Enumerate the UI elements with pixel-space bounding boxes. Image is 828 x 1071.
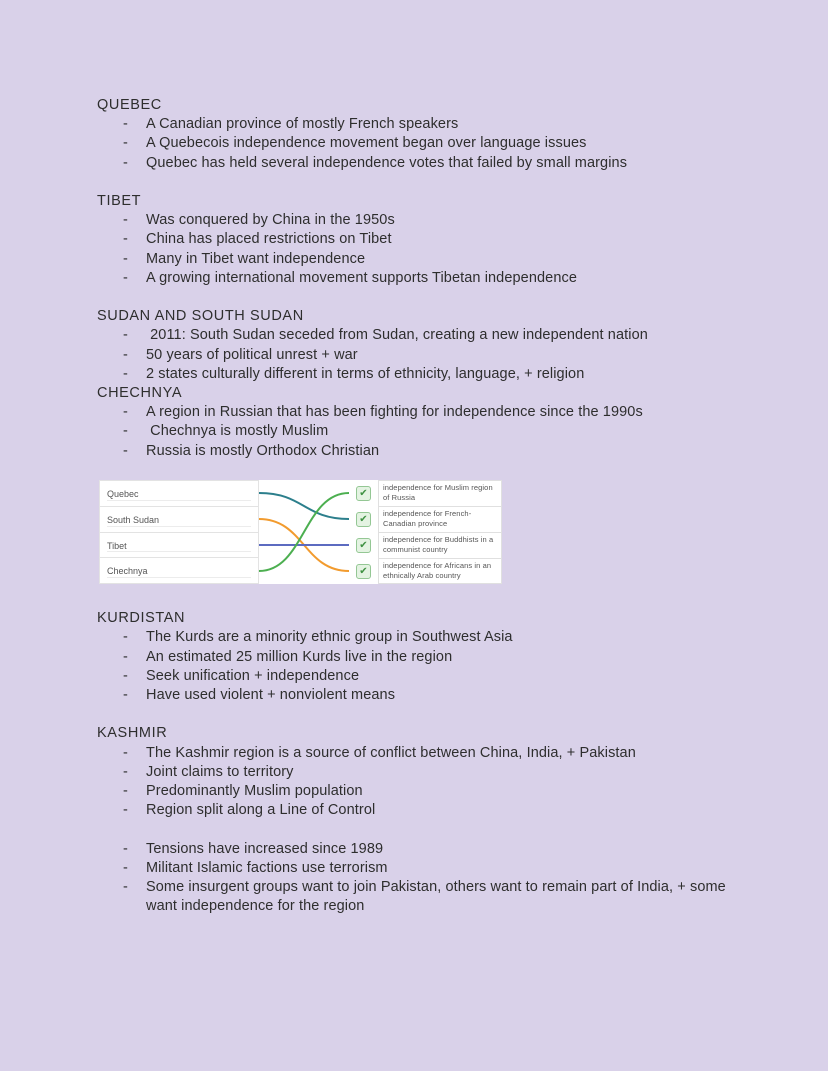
match-check-row	[349, 558, 378, 584]
bullet-dash: -	[123, 840, 128, 857]
bullet-dash: -	[123, 744, 128, 761]
match-check-row	[349, 532, 378, 558]
bullet-text: A Quebecois independence movement began over language issues	[146, 135, 587, 152]
bullet-text: Seek unification + independence	[146, 667, 360, 684]
bullet-item	[97, 269, 730, 288]
bullet-dash: -	[123, 135, 128, 152]
bullet-text: Russia is mostly Orthodox Christian	[146, 442, 380, 459]
match-curve	[259, 493, 349, 571]
bullet-dash: -	[123, 667, 128, 684]
check-icon: ✔	[356, 564, 371, 579]
bullet-dash: -	[123, 859, 128, 876]
bullet-item	[97, 346, 730, 365]
bullet-dash: -	[123, 879, 128, 896]
section-heading: TIBET	[97, 193, 142, 209]
section-kashmir	[97, 724, 730, 820]
bullet-item	[97, 422, 730, 441]
match-left-item	[100, 481, 258, 507]
bullet-dash: -	[123, 442, 128, 459]
match-left-item	[100, 507, 258, 533]
match-curve	[259, 493, 349, 519]
match-left-label: Tibet	[107, 540, 127, 551]
bullet-item	[97, 250, 730, 269]
bullet-text: 2 states culturally different in terms of ethnicity, language, + religion	[146, 365, 585, 382]
section-heading: SUDAN AND SOUTH SUDAN	[97, 308, 304, 325]
bullet-text: An estimated 25 million Kurds live in the region	[146, 648, 453, 665]
bullet-dash: -	[123, 629, 128, 646]
match-check-row	[349, 506, 378, 532]
match-answer: independence for Muslim region of Russia	[378, 480, 502, 506]
bullet-text: Region split along a Line of Control	[146, 802, 376, 819]
bullet-dash: -	[123, 269, 128, 286]
bullet-item	[97, 648, 730, 667]
bullet-item	[97, 686, 730, 705]
bullet-text: China has placed restrictions on Tibet	[146, 231, 392, 248]
bullet-item	[97, 365, 730, 384]
bullet-dash: -	[123, 116, 128, 133]
bullet-dash: -	[123, 802, 128, 819]
match-left-column	[99, 480, 259, 584]
bullet-item	[97, 744, 730, 763]
match-left-item	[100, 558, 258, 584]
bullet-text: Tensions have increased since 1989	[146, 840, 384, 857]
bullet-text: 2011: South Sudan seceded from Sudan, creating a new independent nation	[146, 327, 648, 344]
bullet-item	[97, 403, 730, 422]
bullet-item	[97, 801, 730, 820]
bullet-dash: -	[123, 212, 128, 229]
bullet-item	[97, 115, 730, 134]
bullet-text: Chechnya is mostly Muslim	[146, 423, 329, 440]
section-heading: QUEBEC	[97, 97, 162, 113]
check-icon: ✔	[356, 512, 371, 527]
section-heading: CHECHNYA	[97, 385, 183, 402]
match-left-label: Chechnya	[107, 566, 148, 577]
bullet-text: A Canadian province of mostly French speakers	[146, 116, 459, 133]
section-kashmir-continued	[97, 840, 730, 917]
match-answer: independence for French-Canadian province	[378, 506, 502, 532]
bullet-dash: -	[123, 231, 128, 248]
match-left-item	[100, 533, 258, 559]
bullet-dash: -	[123, 346, 128, 363]
bullet-text: The Kashmir region is a source of conflict between China, India, + Pakistan	[146, 744, 636, 761]
bullet-item	[97, 782, 730, 801]
match-lines-svg	[259, 480, 349, 584]
bullet-text: A growing international movement supports Tibetan independence	[146, 269, 578, 286]
bullet-dash: -	[123, 365, 128, 382]
bullet-dash: -	[123, 327, 128, 344]
bullet-item	[97, 667, 730, 686]
bullet-text: Was conquered by China in the 1950s	[146, 212, 395, 229]
match-answer: independence for Africans in an ethnically Arab country	[378, 558, 502, 584]
match-answer-column	[378, 480, 502, 584]
bullet-dash: -	[123, 763, 128, 780]
bullet-dash: -	[123, 648, 128, 665]
check-icon: ✔	[356, 538, 371, 553]
bullet-dash: -	[123, 687, 128, 704]
bullet-text: Have used violent + nonviolent means	[146, 687, 396, 704]
bullet-dash: -	[123, 404, 128, 421]
bullet-text: Some insurgent groups want to join Pakistan, others want to remain part of India, + some want independence for the region	[146, 879, 730, 915]
section-heading: KASHMIR	[97, 725, 168, 742]
section-tibet	[97, 192, 730, 288]
bullet-text: Militant Islamic factions use terrorism	[146, 859, 388, 876]
match-check-column	[349, 480, 378, 584]
bullet-text: A region in Russian that has been fighting for independence since the 1990s	[146, 404, 643, 421]
bullet-dash: -	[123, 423, 128, 440]
matching-exercise-image	[99, 480, 502, 584]
bullet-item	[97, 154, 730, 173]
bullet-text: Joint claims to territory	[146, 763, 294, 780]
match-answer: independence for Buddhists in a communist country	[378, 532, 502, 558]
bullet-item	[97, 211, 730, 230]
bullet-dash: -	[123, 154, 128, 171]
bullet-item	[97, 859, 730, 878]
check-icon: ✔	[356, 486, 371, 501]
bullet-item	[97, 628, 730, 647]
bullet-text: 50 years of political unrest + war	[146, 346, 358, 363]
bullet-text: Predominantly Muslim population	[146, 783, 363, 800]
match-check-row	[349, 480, 378, 506]
bullet-item	[97, 326, 730, 345]
match-lines-canvas	[259, 480, 349, 584]
section-kurdistan	[97, 609, 730, 705]
bullet-item	[97, 230, 730, 249]
section-heading: KURDISTAN	[97, 610, 186, 627]
bullet-item	[97, 878, 730, 916]
section-chechnya	[97, 384, 730, 461]
match-left-label: South Sudan	[107, 514, 160, 525]
bullet-item	[97, 134, 730, 153]
bullet-text: The Kurds are a minority ethnic group in Southwest Asia	[146, 629, 513, 646]
bullet-dash: -	[123, 783, 128, 800]
bullet-text: Many in Tibet want independence	[146, 250, 366, 267]
bullet-item	[97, 840, 730, 859]
section-quebec	[97, 96, 730, 173]
bullet-item	[97, 763, 730, 782]
match-left-label: Quebec	[107, 489, 139, 500]
section-sudan-and-south-sudan	[97, 307, 730, 384]
bullet-item	[97, 442, 730, 461]
bullet-dash: -	[123, 250, 128, 267]
bullet-text: Quebec has held several independence votes that failed by small margins	[146, 154, 628, 171]
